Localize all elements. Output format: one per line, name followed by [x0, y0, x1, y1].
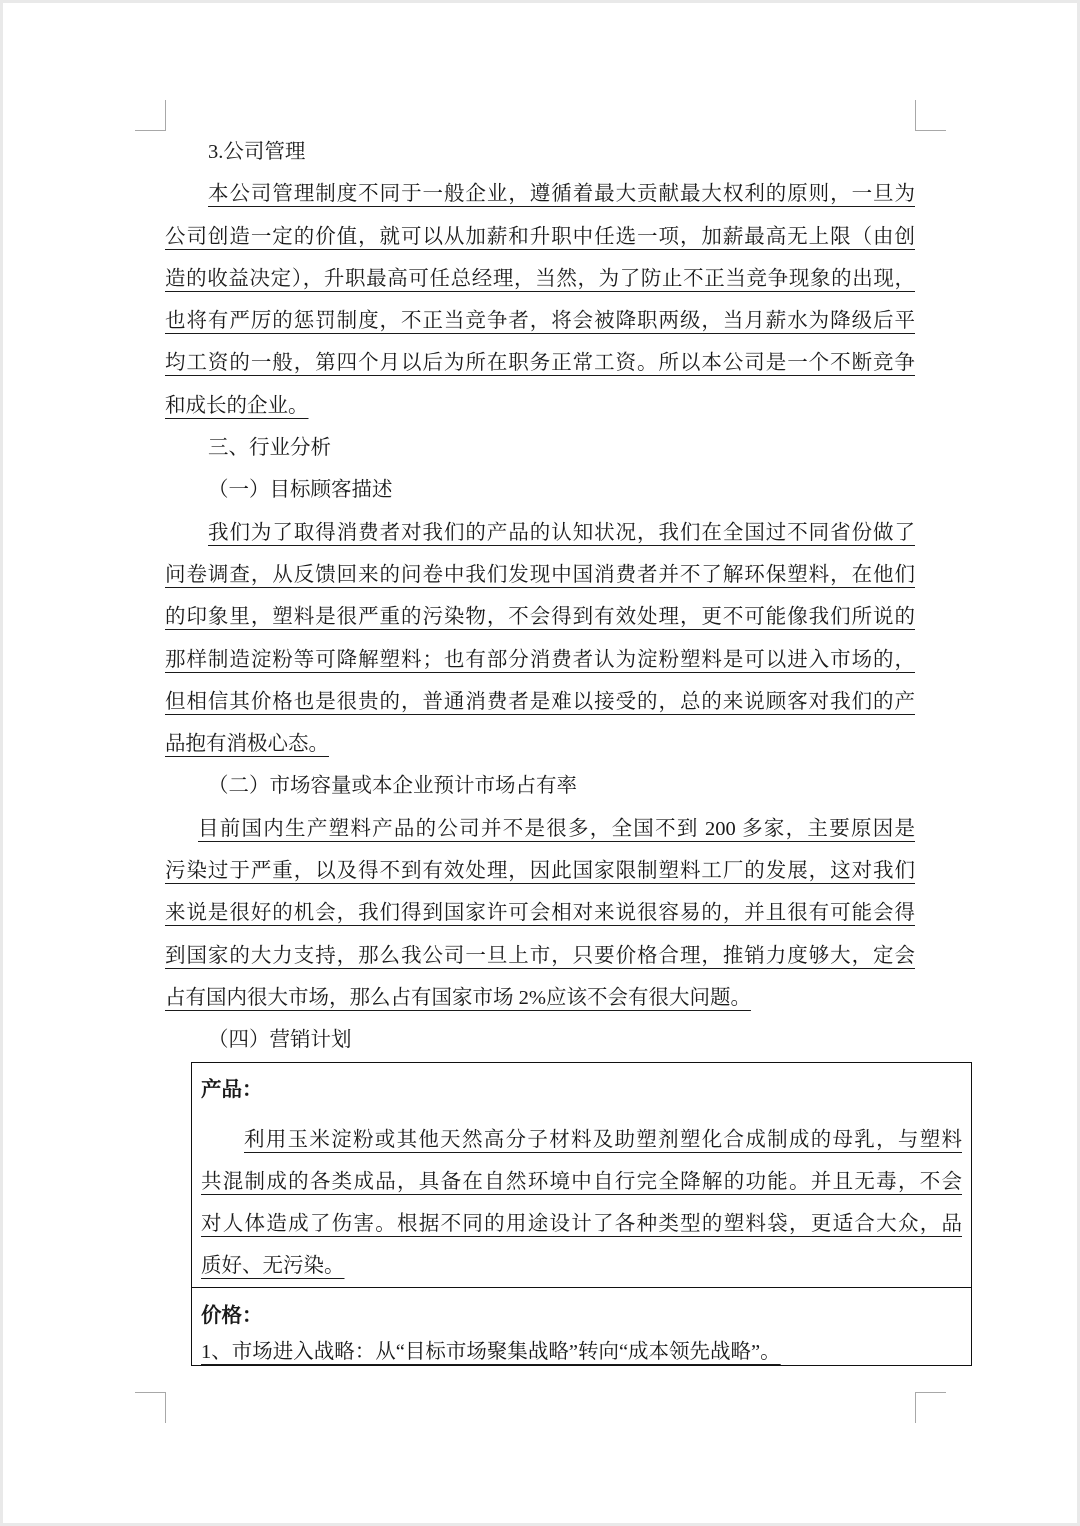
table-cell-line: 1、市场进入战略：从“目标市场聚集战略”转向“成本领先战略”。	[201, 1341, 781, 1363]
table-row-product	[192, 1063, 971, 1288]
table-cell-line: 质好、无污染。	[201, 1255, 345, 1277]
table-cell-line: 共混制成的各类成品，具备在自然环境中自行完全降解的功能。并且无毒，不会	[201, 1171, 962, 1193]
paragraph-line: 我们为了取得消费者对我们的产品的认知状况，我们在全国过不同省份做了	[208, 521, 915, 544]
price-label: 价格：	[201, 1305, 263, 1327]
table-cell-line: 对人体造成了伤害。根据不同的用途设计了各种类型的塑料袋，更适合大众，品	[201, 1213, 962, 1235]
marketing-plan-table	[191, 1062, 972, 1366]
paragraph-line: 问卷调查，从反馈回来的问卷中我们发现中国消费者并不了解环保塑料，在他们	[165, 563, 915, 586]
paragraph-line: 均工资的一般，第四个月以后为所在职务正常工资。所以本公司是一个不断竞争	[165, 352, 915, 375]
paragraph-line: 那样制造淀粉等可降解塑料；也有部分消费者认为淀粉塑料是可以进入市场的，	[165, 648, 915, 671]
crop-mark-top-right	[915, 100, 946, 131]
paragraph-line: 来说是很好的机会，我们得到国家许可会相对来说很容易的，并且很有可能会得	[165, 902, 915, 925]
heading-company-management: 3.公司管理	[208, 141, 306, 163]
paragraph-line: 到国家的大力支持，那么我公司一旦上市，只要价格合理，推销力度够大，定会	[165, 944, 915, 967]
table-row-price	[192, 1288, 971, 1365]
paragraph-line: 但相信其价格也是很贵的，普通消费者是难以接受的，总的来说顾客对我们的产	[165, 690, 915, 713]
crop-mark-bottom-left	[135, 1392, 166, 1423]
paragraph-line: 污染过于严重，以及得不到有效处理，因此国家限制塑料工厂的发展，这对我们	[165, 860, 915, 883]
paragraph-line: 公司创造一定的价值，就可以从加薪和升职中任选一项，加薪最高无上限（由创	[165, 225, 915, 248]
heading-market-capacity: （二）市场容量或本企业预计市场占有率	[208, 775, 577, 798]
paragraph-line: 的印象里，塑料是很严重的污染物，不会得到有效处理，更不可能像我们所说的	[165, 606, 915, 629]
heading-marketing-plan: （四）营销计划	[208, 1029, 352, 1052]
paragraph-line: 本公司管理制度不同于一般企业，遵循着最大贡献最大权利的原则，一旦为	[208, 183, 915, 206]
heading-target-customers: （一）目标顾客描述	[208, 479, 393, 502]
heading-industry-analysis: 三、行业分析	[208, 437, 331, 460]
table-cell-line: 利用玉米淀粉或其他天然高分子材料及助塑剂塑化合成制成的母乳，与塑料	[244, 1129, 962, 1151]
paragraph-line: 占有国内很大市场，那么占有国家市场 2%应该不会有很大问题。	[165, 986, 751, 1009]
paragraph-line: 目前国内生产塑料产品的公司并不是很多，全国不到 200 多家，主要原因是	[198, 817, 915, 840]
crop-mark-bottom-right	[915, 1392, 946, 1423]
crop-mark-top-left	[135, 100, 166, 131]
paragraph-line: 造的收益决定），升职最高可任总经理，当然，为了防止不正当竞争现象的出现，	[165, 267, 915, 290]
paragraph-line: 和成长的企业。	[165, 394, 309, 417]
document-body	[165, 131, 915, 1062]
paragraph-line: 也将有严厉的惩罚制度，不正当竞争者，将会被降职两级，当月薪水为降级后平	[165, 310, 915, 333]
product-label: 产品：	[201, 1079, 263, 1101]
paragraph-line: 品抱有消极心态。	[165, 733, 329, 756]
